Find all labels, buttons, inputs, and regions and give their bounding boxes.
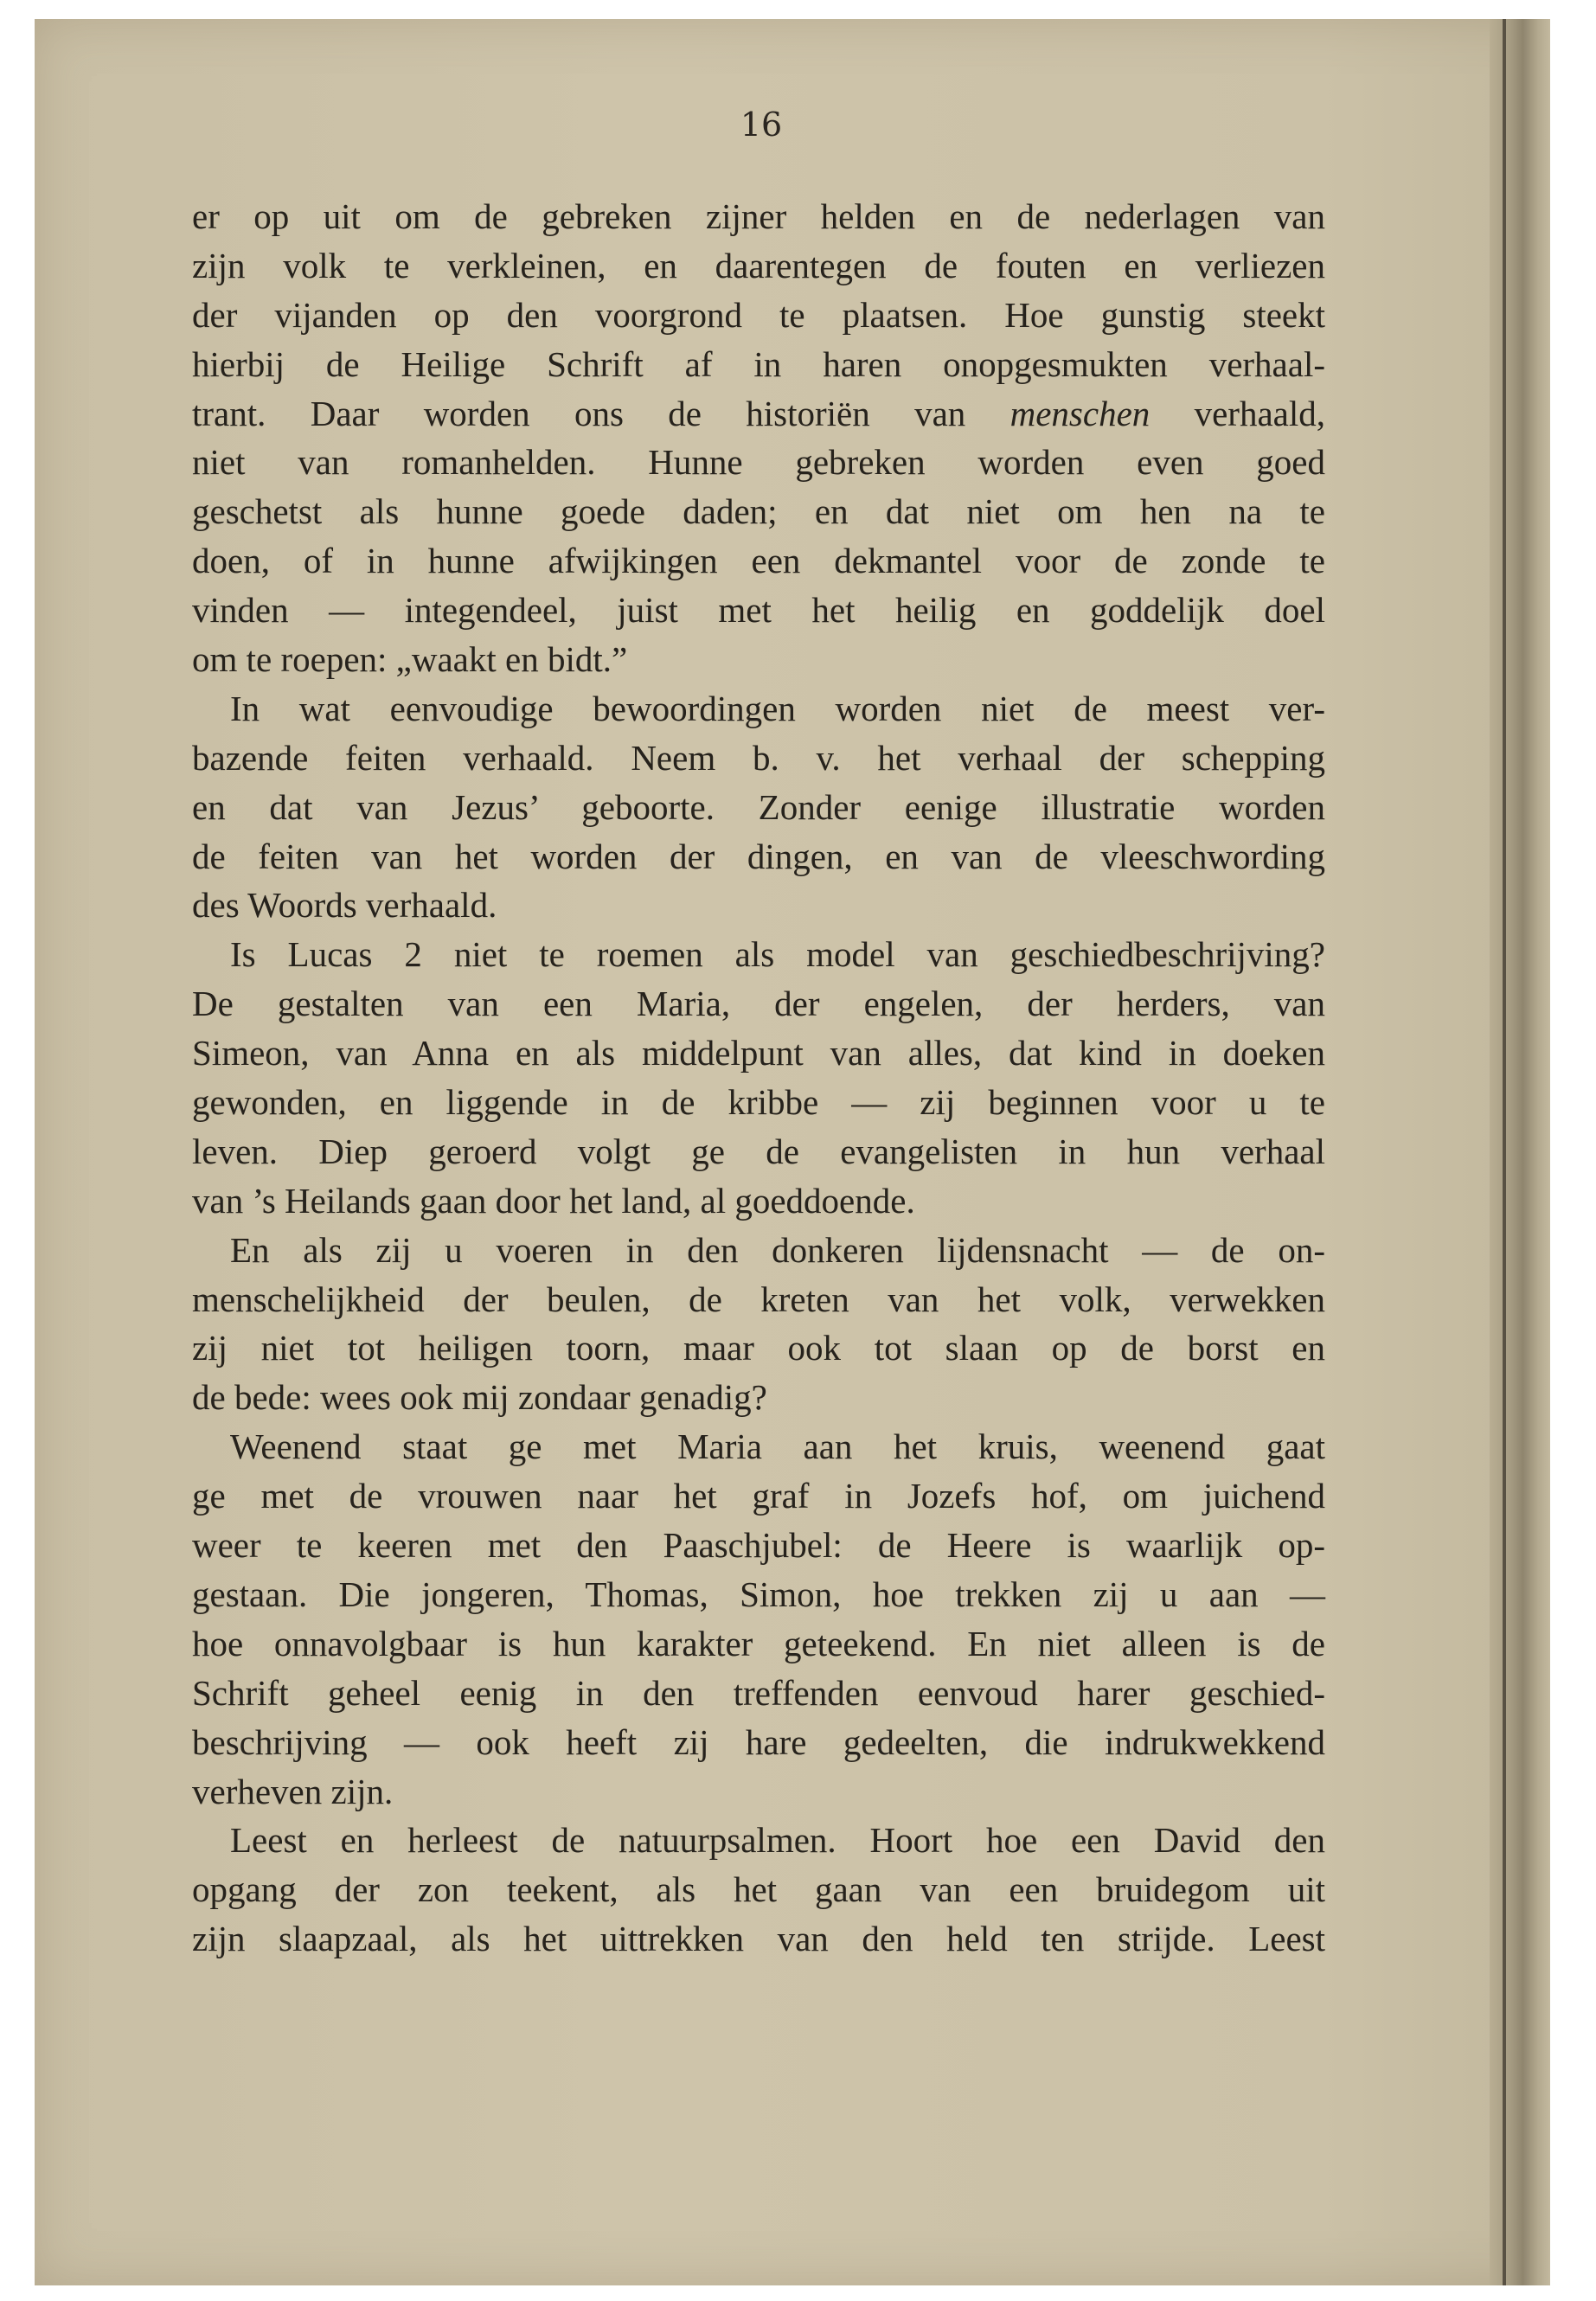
text-line: de feiten van het worden der dingen, en van de vleeschwording	[192, 836, 1325, 876]
paragraph-start-line: In wat eenvoudige bewoordingen worden niet de meest ver-	[230, 688, 1325, 728]
body-text	[192, 192, 1325, 1964]
text-line: gewonden, en liggende in de kribbe — zij beginnen voor u te	[192, 1082, 1325, 1123]
text-line: menschelijkheid der beulen, de kreten van het volk, verwekken	[192, 1279, 1325, 1319]
text-line: De gestalten van een Maria, der engelen, der herders, van	[192, 984, 1325, 1024]
text-segment: verhaald,	[1194, 393, 1325, 433]
text-line: om te roepen: „waakt en bidt.”	[192, 639, 628, 680]
text-line: der vijanden op den voorgrond te plaatsen. Hoe gunstig steekt	[192, 294, 1325, 335]
text-line: Schrift geheel eenig in den treffenden eenvoud harer geschied-	[192, 1672, 1325, 1713]
paragraph-start-line: Weenend staat ge met Maria aan het kruis, weenend gaat	[230, 1426, 1325, 1467]
page-binding-edge	[1503, 19, 1506, 2285]
page-number: 16	[740, 106, 783, 144]
text-line: van ’s Heilands gaan door het land, al goeddoende.	[192, 1180, 915, 1221]
text-line-with-emphasis	[192, 389, 1325, 439]
text-line: beschrijving — ook heeft zij hare gedeelten, die indrukwekkend	[192, 1721, 1325, 1762]
text-line: gestaan. Die jongeren, Thomas, Simon, hoe trekken zij u aan —	[192, 1574, 1325, 1614]
paragraph-start-line: Leest en herleest de natuurpsalmen. Hoort hoe een David den	[230, 1820, 1325, 1861]
text-line: geschetst als hunne goede daden; en dat niet om hen na te	[192, 491, 1325, 532]
page-binding-shadow	[1490, 19, 1550, 2285]
text-line: hierbij de Heilige Schrift af in haren onopgesmukten verhaal-	[192, 343, 1325, 384]
text-line: bazende feiten verhaald. Neem b. v. het verhaal der schepping	[192, 737, 1325, 778]
text-line: zijn volk te verkleinen, en daarentegen de fouten en verliezen	[192, 245, 1325, 285]
text-line: ge met de vrouwen naar het graf in Jozefs hof, om juichend	[192, 1476, 1325, 1516]
paragraph-start-line: En als zij u voeren in den donkeren lijdensnacht — de on-	[230, 1229, 1325, 1270]
text-line: hoe onnavolgbaar is hun karakter geteekend. En niet alleen is de	[192, 1623, 1325, 1663]
text-line: verheven zijn.	[192, 1771, 394, 1811]
text-segment: trant. Daar worden ons de historiën van	[192, 393, 966, 433]
text-line: er op uit om de gebreken zijner helden en de nederlagen van	[192, 196, 1325, 236]
text-line: zijn slaapzaal, als het uittrekken van den held ten strijde. Leest	[192, 1919, 1325, 1959]
text-line: Simeon, van Anna en als middelpunt van alles, dat kind in doeken	[192, 1033, 1325, 1074]
emphasized-word: menschen	[1010, 393, 1151, 433]
text-line: de bede: wees ook mij zondaar genadig?	[192, 1377, 767, 1418]
text-line: opgang der zon teekent, als het gaan van een bruidegom uit	[192, 1869, 1325, 1910]
text-line: doen, of in hunne afwijkingen een dekmantel voor de zonde te	[192, 541, 1325, 581]
text-line: leven. Diep geroerd volgt ge de evangelisten in hun verhaal	[192, 1131, 1325, 1171]
paragraph-start-line: Is Lucas 2 niet te roemen als model van geschiedbeschrijving?	[230, 934, 1325, 975]
text-line: niet van romanhelden. Hunne gebreken worden even goed	[192, 442, 1325, 483]
text-line: vinden — integendeel, juist met het heilig en goddelijk doel	[192, 590, 1325, 631]
text-line: weer te keeren met den Paaschjubel: de Heere is waarlijk op-	[192, 1525, 1325, 1566]
text-line: en dat van Jezus’ geboorte. Zonder eenige illustratie worden	[192, 786, 1325, 827]
text-line: des Woords verhaald.	[192, 885, 497, 926]
text-line: zij niet tot heiligen toorn, maar ook tot slaan op de borst en	[192, 1328, 1325, 1368]
